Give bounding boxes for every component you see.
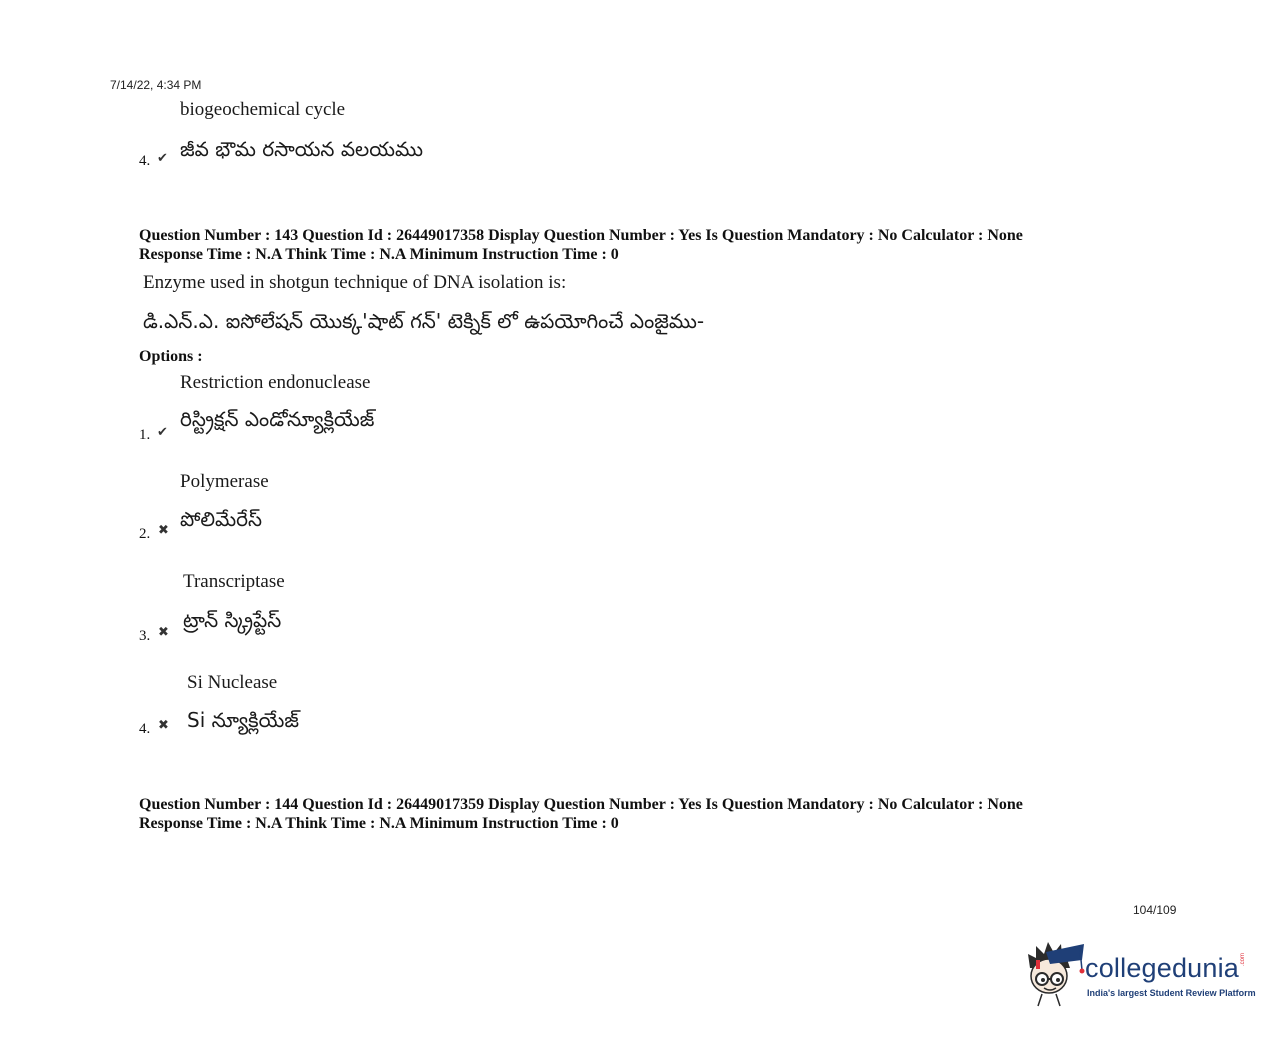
- prev-option-4-number: 4.: [139, 153, 151, 169]
- question-144-meta-line-2: Response Time : N.A Think Time : N.A Minimum Instruction Time : 0: [139, 815, 619, 832]
- option-3-telugu: ట్రాన్ స్క్రిప్టేస్: [183, 608, 282, 632]
- collegedunia-dotcom: .com: [1240, 952, 1246, 966]
- mascot-icon: [1024, 938, 1086, 1008]
- page-number: 104/109: [1133, 903, 1177, 917]
- option-1-english: Restriction endonuclease: [180, 372, 371, 393]
- option-3-english: Transcriptase: [183, 571, 285, 592]
- question-143-meta: [139, 226, 1023, 264]
- collegedunia-mascot-logo: [1024, 938, 1086, 1008]
- option-2-telugu: పోలిమేరేస్: [180, 507, 263, 531]
- options-label: Options :: [139, 348, 203, 365]
- wrong-cross-icon: ✖: [158, 718, 169, 733]
- wrong-cross-icon: ✖: [158, 523, 169, 538]
- question-143-meta-line-1: Question Number : 143 Question Id : 26449017358 Display Question Number : Yes Is Question Mandatory : No Calculator : None: [139, 227, 1023, 244]
- collegedunia-tagline: India's largest Student Review Platform: [1087, 988, 1256, 998]
- option-2-number: 2.: [139, 526, 151, 542]
- prev-option-4-telugu: జీవ భౌమ రసాయన వలయము: [180, 137, 424, 161]
- prev-option-4-english: biogeochemical cycle: [180, 99, 346, 120]
- print-timestamp: 7/14/22, 4:34 PM: [110, 78, 202, 92]
- option-3-number: 3.: [139, 628, 151, 644]
- option-4-telugu: Si న్యూక్లియేజ్: [187, 708, 299, 732]
- question-143-meta-line-2: Response Time : N.A Think Time : N.A Minimum Instruction Time : 0: [139, 246, 619, 263]
- question-143-text-english: Enzyme used in shotgun technique of DNA isolation is:: [143, 272, 567, 293]
- question-143-text-telugu: డి.ఎన్.ఎ. ఐసోలేషన్ యొక్క'షాట్ గన్' టెక్నిక్ లో ఉపయోగించే ఎంజైము-: [143, 309, 705, 333]
- correct-check-icon: ✔: [157, 425, 168, 440]
- option-1-number: 1.: [139, 427, 151, 443]
- wrong-cross-icon: ✖: [158, 625, 169, 640]
- question-144-meta: [139, 795, 1023, 833]
- question-144-meta-line-1: Question Number : 144 Question Id : 26449017359 Display Question Number : Yes Is Question Mandatory : No Calculator : None: [139, 796, 1023, 813]
- option-4-english: Si Nuclease: [187, 672, 278, 693]
- option-4-number: 4.: [139, 721, 151, 737]
- collegedunia-wordmark: collegedunia: [1085, 953, 1240, 983]
- option-1-telugu: రిస్ట్రిక్షన్ ఎండోన్యూక్లియేజ్: [180, 407, 375, 431]
- option-2-english: Polymerase: [180, 471, 269, 492]
- correct-check-icon: ✔: [157, 151, 168, 166]
